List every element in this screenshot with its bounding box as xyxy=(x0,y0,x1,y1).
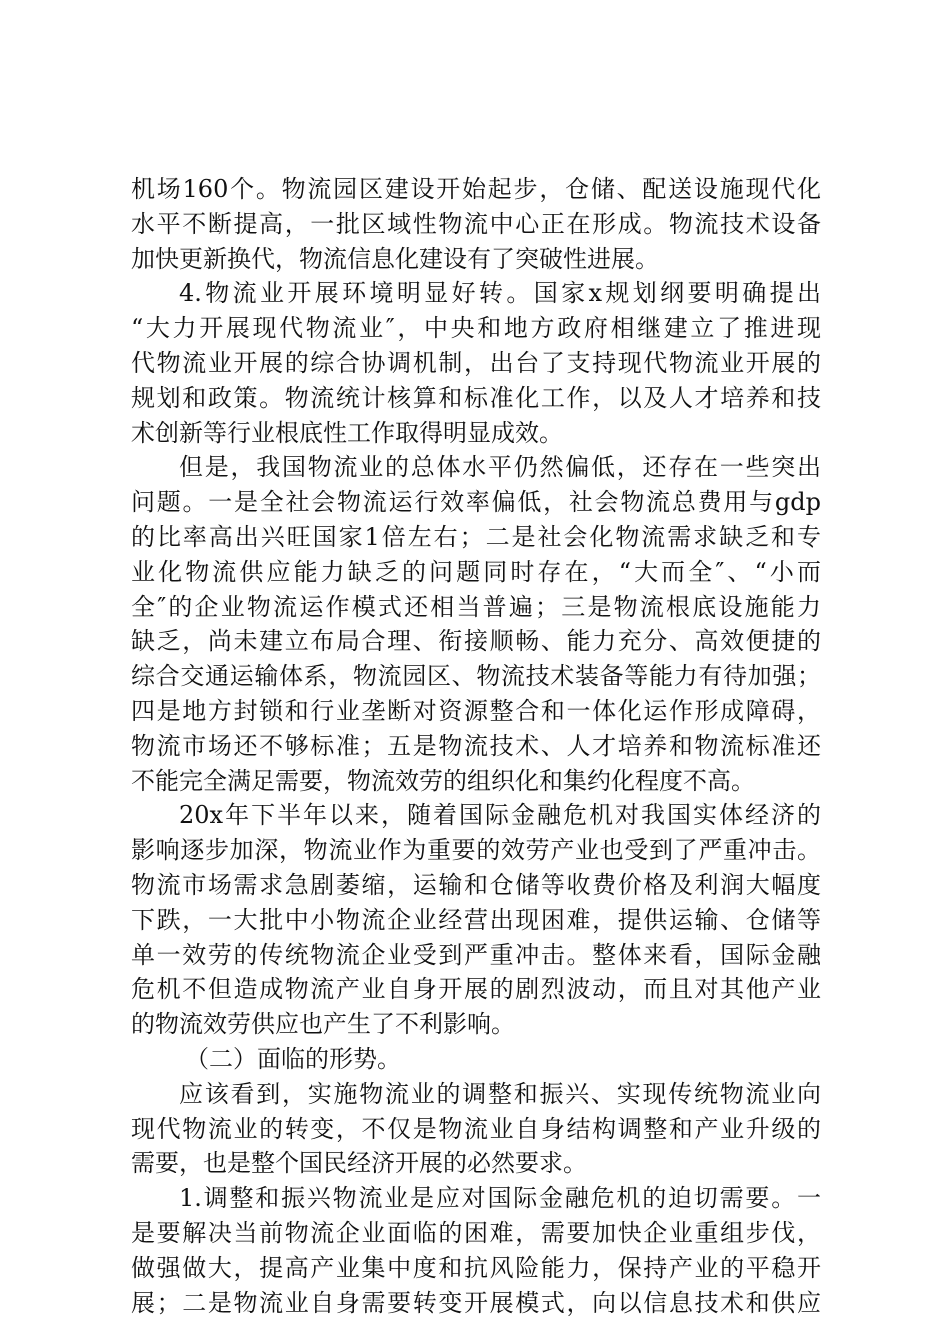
text-line: 物流市场需求急剧萎缩，运输和仓储等收费价格及利润大幅度 xyxy=(131,870,821,899)
text-line: 全″的企业物流运作模式还相当普遍；三是物流根底设施能力 xyxy=(131,592,821,621)
text-line: “大力开展现代物流业″，中央和地方政府相继建立了推进现 xyxy=(131,314,821,343)
text-line: 术创新等行业根底性工作取得明显成效。 xyxy=(131,418,563,447)
document-body xyxy=(131,172,821,1320)
text-line: 的物流效劳供应也产生了不利影响。 xyxy=(131,1010,515,1039)
section-heading: （二）面临的形势。 xyxy=(185,1044,401,1073)
text-line: 但是，我国物流业的总体水平仍然偏低，还存在一些突出 xyxy=(179,453,821,482)
text-line: 的比率高出兴旺国家1倍左右；二是社会化物流需求缺乏和专 xyxy=(131,522,821,551)
text-line: 代物流业开展的综合协调机制，出台了支持现代物流业开展的 xyxy=(131,348,821,377)
text-line: 做强做大，提高产业集中度和抗风险能力，保持产业的平稳开 xyxy=(131,1253,821,1282)
text-line: 是要解决当前物流企业面临的困难，需要加快企业重组步伐， xyxy=(131,1218,821,1247)
text-line: 四是地方封锁和行业垄断对资源整合和一体化运作形成障碍， xyxy=(131,696,821,725)
text-line: 应该看到，实施物流业的调整和振兴、实现传统物流业向 xyxy=(179,1079,821,1108)
text-line: 物流市场还不够标准；五是物流技术、人才培养和物流标准还 xyxy=(131,731,821,760)
text-line: 现代物流业的转变，不仅是物流业自身结构调整和产业升级的 xyxy=(131,1114,821,1143)
text-line: 20x年下半年以来，随着国际金融危机对我国实体经济的 xyxy=(179,801,821,830)
text-line: 问题。一是全社会物流运行效率偏低，社会物流总费用与gdp xyxy=(131,488,821,517)
text-line: 单一效劳的传统物流企业受到严重冲击。整体来看，国际金融 xyxy=(131,940,821,969)
text-line: 影响逐步加深，物流业作为重要的效劳产业也受到了严重冲击。 xyxy=(131,836,821,865)
text-line: 下跌，一大批中小物流企业经营出现困难，提供运输、仓储等 xyxy=(131,905,821,934)
text-line: 需要，也是整个国民经济开展的必然要求。 xyxy=(131,1149,587,1178)
text-line: 水平不断提高，一批区域性物流中心正在形成。物流技术设备 xyxy=(131,209,821,238)
text-line: 危机不但造成物流产业自身开展的剧烈波动，而且对其他产业 xyxy=(131,975,821,1004)
text-line: 1.调整和振兴物流业是应对国际金融危机的迫切需要。一 xyxy=(179,1184,821,1213)
text-line: 业化物流供应能力缺乏的问题同时存在，“大而全″、“小而 xyxy=(131,557,821,586)
text-line: 4.物流业开展环境明显好转。国家x规划纲要明确提出 xyxy=(179,279,821,308)
text-line: 机场160个。物流园区建设开始起步，仓储、配送设施现代化 xyxy=(131,175,821,203)
text-line: 综合交通运输体系，物流园区、物流技术装备等能力有待加强； xyxy=(131,662,821,691)
text-line: 加快更新换代，物流信息化建设有了突破性进展。 xyxy=(131,244,659,273)
text-line: 不能完全满足需要，物流效劳的组织化和集约化程度不高。 xyxy=(131,766,755,795)
text-line: 缺乏，尚未建立布局合理、衔接顺畅、能力充分、高效便捷的 xyxy=(131,627,821,656)
text-line: 规划和政策。物流统计核算和标准化工作，以及人才培养和技 xyxy=(131,383,821,412)
text-line: 展；二是物流业自身需要转变开展模式，向以信息技术和供应 xyxy=(131,1288,821,1317)
